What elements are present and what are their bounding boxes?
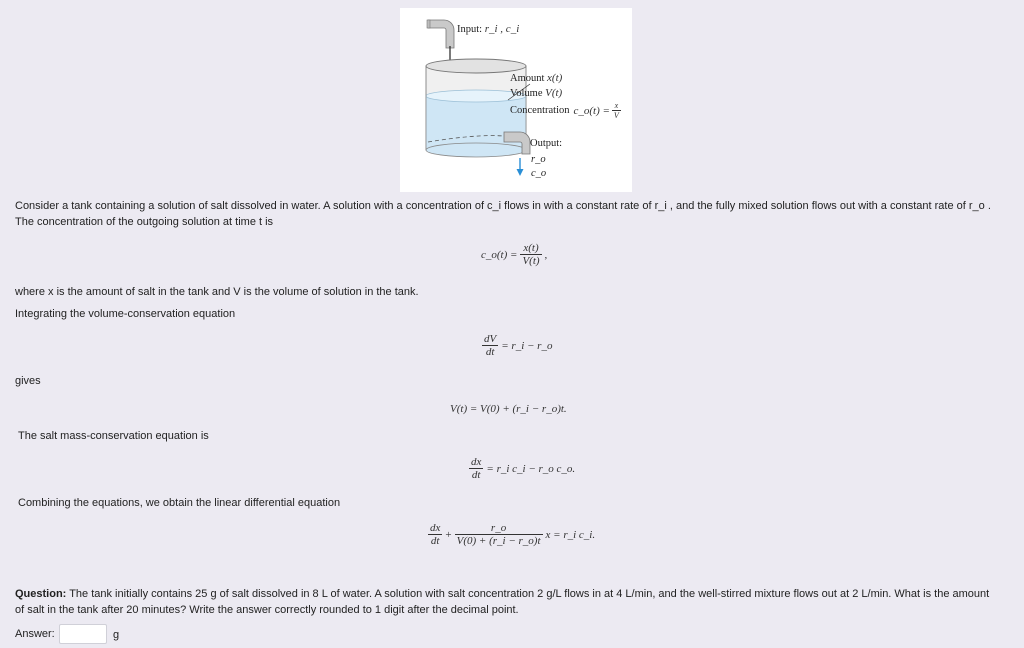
gives-text: gives [15,375,41,387]
intro-paragraph-line1: Consider a tank containing a solution of salt dissolved in water. A solution with a concentration of c_i flows in with a constant rate of r_i , and the fully mixed solution flows out with a constant rate of r_o . [15,200,991,212]
question-line1: Question: The tank initially contains 25 g of salt dissolved in 8 L of water. A solution with salt concentration 2 g/L flows in at 4 L/min, and the well-stirred mixture flows out at 2 L/min. What is the amount [15,588,990,600]
output-concentration: c_o [531,168,547,179]
answer-label: Answer: [15,628,55,640]
combining-text: Combining the equations, we obtain the linear differential equation [18,497,341,509]
equation-concentration: c_o(t) = $\frac{x(t)}{V(t)}$ , [481,242,548,267]
amount-label: Amount x(t) [510,72,563,84]
input-vars: r_i , c_i [484,23,520,35]
tank-illustration [400,8,632,192]
volume-label: Volume V(t) [510,87,563,99]
equation-salt-mass-fraction: $\frac{dx}{dt}$ [471,456,482,481]
tank-diagram [400,8,632,192]
output-label: Output: [530,138,563,149]
concentration-label: Concentration c_o(t) = $\frac{x}{V}$ [510,101,619,120]
input-label: Input: r_i , c_i [457,23,520,35]
equation-linear-de: $\frac{dx}{dt}$ + $\frac{r\_o}{V(0) + (r\_i - r\_o)t}$ x = r_i c_i. [426,522,596,547]
answer-input[interactable] [59,624,107,644]
output-rate: r_o [531,154,546,165]
where-text: where x is the amount of salt in the tank and V is the volume of solution in the tank. [15,286,419,298]
question-line2: of salt in the tank after 20 minutes? Write the answer correctly rounded to 1 digit after the decimal point. [15,604,519,616]
equation-volume: V(t) = V(0) + (r_i − r_o)t. [450,403,567,415]
integrating-text: Integrating the volume-conservation equation [15,308,236,320]
equation-volume-rate-fraction: $\frac{dV}{dt}$ [484,333,497,358]
question-label: Question: [15,588,67,600]
intro-paragraph-line2: The concentration of the outgoing solution at time t is [15,216,274,228]
concentration-fraction: $\frac{x}{V}$ [613,101,619,120]
equation-concentration-fraction: $\frac{x(t)}{V(t)}$ [522,242,540,267]
equation-salt-mass: $\frac{dx}{dt}$ = r_i c_i − r_o c_o. [467,456,576,481]
equation-volume-rate: $\frac{dV}{dt}$ = r_i − r_o [480,333,553,358]
equation-linear-de-fraction2: $\frac{r\_o}{V(0) + (r\_i - r\_o)t}$ [456,522,541,547]
salt-mass-text: The salt mass-conservation equation is [18,430,209,442]
equation-linear-de-fraction1: $\frac{dx}{dt}$ [430,522,441,547]
answer-unit: g [113,629,120,641]
